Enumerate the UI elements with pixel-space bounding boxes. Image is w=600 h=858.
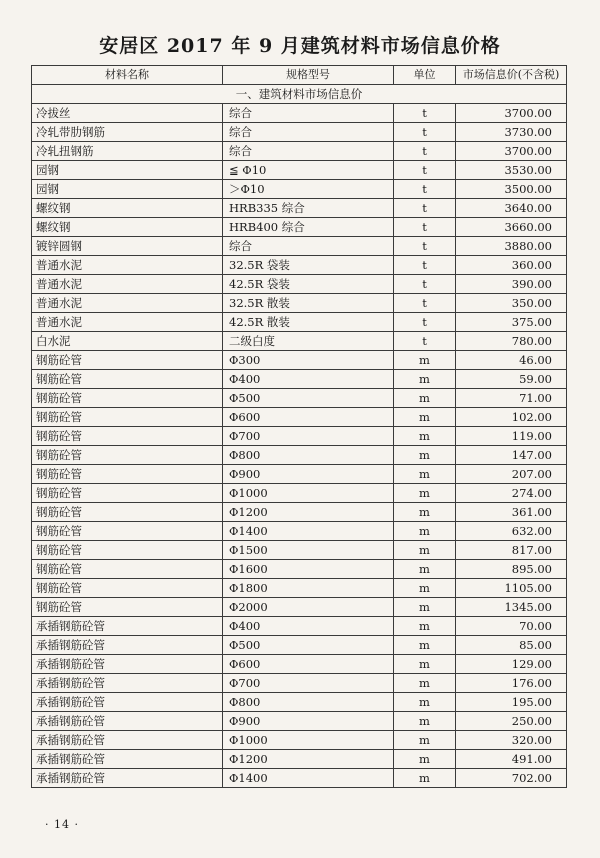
unit-cell: m [394,389,456,408]
table-row [32,617,567,636]
material-name-cell: 承插钢筋砼管 [32,655,223,674]
unit-cell: m [394,731,456,750]
spec-cell: Φ900 [223,465,394,484]
spec-cell: Φ1500 [223,541,394,560]
price-cell: 491.00 [456,750,567,769]
unit-cell: m [394,693,456,712]
unit-cell: m [394,636,456,655]
price-cell: 3700.00 [456,104,567,123]
spec-cell: Φ800 [223,446,394,465]
spec-cell: 32.5R 袋装 [223,256,394,275]
spec-cell: HRB335 综合 [223,199,394,218]
material-name-cell: 冷轧扭钢筋 [32,142,223,161]
spec-cell: Φ700 [223,427,394,446]
unit-cell: m [394,769,456,788]
unit-cell: m [394,484,456,503]
material-name-cell: 白水泥 [32,332,223,351]
unit-cell: m [394,351,456,370]
unit-cell: m [394,598,456,617]
price-cell: 3700.00 [456,142,567,161]
spec-cell: Φ500 [223,636,394,655]
spec-cell: Φ2000 [223,598,394,617]
material-name-cell: 钢筋砼管 [32,446,223,465]
spec-cell: Φ300 [223,351,394,370]
section-row [32,85,567,104]
material-name-cell: 螺纹钢 [32,199,223,218]
price-cell: 390.00 [456,275,567,294]
unit-cell: t [394,294,456,313]
price-cell: 320.00 [456,731,567,750]
price-table-container [31,65,566,788]
price-cell: 195.00 [456,693,567,712]
spec-cell: ≦ Φ10 [223,161,394,180]
spec-cell: HRB400 综合 [223,218,394,237]
price-cell: 102.00 [456,408,567,427]
spec-cell: 综合 [223,104,394,123]
unit-cell: m [394,522,456,541]
unit-cell: m [394,655,456,674]
spec-cell: Φ600 [223,655,394,674]
table-row [32,370,567,389]
price-cell: 3640.00 [456,199,567,218]
table-row [32,313,567,332]
table-row [32,484,567,503]
material-name-cell: 冷轧带肋钢筋 [32,123,223,142]
table-row [32,427,567,446]
price-cell: 375.00 [456,313,567,332]
table-row [32,655,567,674]
table-body [32,85,567,788]
price-cell: 361.00 [456,503,567,522]
table-row [32,275,567,294]
material-name-cell: 钢筋砼管 [32,408,223,427]
price-cell: 780.00 [456,332,567,351]
table-row [32,256,567,275]
price-cell: 207.00 [456,465,567,484]
table-row [32,503,567,522]
price-cell: 3500.00 [456,180,567,199]
material-name-cell: 冷拔丝 [32,104,223,123]
spec-cell: 综合 [223,237,394,256]
unit-cell: m [394,674,456,693]
spec-cell: 32.5R 散装 [223,294,394,313]
spec-cell: 42.5R 散装 [223,313,394,332]
price-cell: 46.00 [456,351,567,370]
price-cell: 59.00 [456,370,567,389]
page-number: · 14 · [45,818,79,831]
price-cell: 1105.00 [456,579,567,598]
table-row [32,674,567,693]
table-row [32,522,567,541]
unit-cell: t [394,123,456,142]
material-name-cell: 承插钢筋砼管 [32,750,223,769]
material-name-cell: 承插钢筋砼管 [32,769,223,788]
material-name-cell: 钢筋砼管 [32,560,223,579]
unit-cell: t [394,275,456,294]
price-cell: 85.00 [456,636,567,655]
header-material-name: 材料名称 [32,66,223,85]
section-title: 一、建筑材料市场信息价 [32,85,567,104]
table-row [32,636,567,655]
unit-cell: t [394,142,456,161]
unit-cell: t [394,161,456,180]
spec-cell: Φ1200 [223,503,394,522]
unit-cell: m [394,427,456,446]
table-row [32,598,567,617]
price-cell: 71.00 [456,389,567,408]
unit-cell: m [394,465,456,484]
table-header-row [32,66,567,85]
table-row [32,465,567,484]
material-name-cell: 钢筋砼管 [32,503,223,522]
price-cell: 3530.00 [456,161,567,180]
spec-cell: Φ400 [223,370,394,389]
spec-cell: Φ1600 [223,560,394,579]
table-row [32,560,567,579]
material-name-cell: 钢筋砼管 [32,389,223,408]
unit-cell: m [394,617,456,636]
table-row [32,579,567,598]
price-cell: 147.00 [456,446,567,465]
spec-cell: 综合 [223,123,394,142]
table-row [32,142,567,161]
unit-cell: t [394,332,456,351]
material-name-cell: 钢筋砼管 [32,579,223,598]
spec-cell: Φ800 [223,693,394,712]
header-price: 市场信息价(不含税) [456,66,567,85]
material-name-cell: 钢筋砼管 [32,351,223,370]
spec-cell: Φ400 [223,617,394,636]
material-name-cell: 钢筋砼管 [32,370,223,389]
material-name-cell: 镀锌圆钢 [32,237,223,256]
material-name-cell: 承插钢筋砼管 [32,636,223,655]
material-name-cell: 钢筋砼管 [32,465,223,484]
material-name-cell: 螺纹钢 [32,218,223,237]
unit-cell: m [394,579,456,598]
spec-cell: Φ1400 [223,769,394,788]
material-name-cell: 园钢 [32,180,223,199]
material-name-cell: 承插钢筋砼管 [32,693,223,712]
price-cell: 1345.00 [456,598,567,617]
spec-cell: 42.5R 袋装 [223,275,394,294]
price-cell: 176.00 [456,674,567,693]
material-name-cell: 承插钢筋砼管 [32,731,223,750]
unit-cell: t [394,256,456,275]
spec-cell: Φ1000 [223,484,394,503]
unit-cell: m [394,750,456,769]
price-cell: 632.00 [456,522,567,541]
price-cell: 250.00 [456,712,567,731]
price-cell: 274.00 [456,484,567,503]
table-row [32,104,567,123]
unit-cell: m [394,370,456,389]
price-cell: 817.00 [456,541,567,560]
material-name-cell: 普通水泥 [32,313,223,332]
table-row [32,769,567,788]
page-title: 安居区 2017 年 9 月建筑材料市场信息价格 [99,35,501,57]
unit-cell: t [394,313,456,332]
spec-cell: Φ1400 [223,522,394,541]
material-name-cell: 承插钢筋砼管 [32,617,223,636]
spec-cell: Φ1200 [223,750,394,769]
table-row [32,218,567,237]
material-name-cell: 钢筋砼管 [32,484,223,503]
spec-cell: Φ700 [223,674,394,693]
table-row [32,332,567,351]
unit-cell: m [394,446,456,465]
unit-cell: m [394,560,456,579]
unit-cell: m [394,503,456,522]
spec-cell: 二级白度 [223,332,394,351]
spec-cell: Φ1000 [223,731,394,750]
material-name-cell: 园钢 [32,161,223,180]
material-name-cell: 钢筋砼管 [32,522,223,541]
unit-cell: m [394,541,456,560]
table-row [32,294,567,313]
unit-cell: t [394,237,456,256]
unit-cell: m [394,712,456,731]
material-name-cell: 普通水泥 [32,256,223,275]
price-cell: 360.00 [456,256,567,275]
material-name-cell: 承插钢筋砼管 [32,674,223,693]
header-spec: 规格型号 [223,66,394,85]
material-name-cell: 钢筋砼管 [32,427,223,446]
table-row [32,693,567,712]
unit-cell: m [394,408,456,427]
price-table [31,65,567,788]
table-row [32,237,567,256]
table-row [32,731,567,750]
table-row [32,389,567,408]
table-row [32,541,567,560]
material-name-cell: 钢筋砼管 [32,541,223,560]
price-cell: 119.00 [456,427,567,446]
header-unit: 单位 [394,66,456,85]
unit-cell: t [394,199,456,218]
spec-cell: Φ500 [223,389,394,408]
table-row [32,408,567,427]
material-name-cell: 普通水泥 [32,275,223,294]
table-row [32,712,567,731]
unit-cell: t [394,180,456,199]
material-name-cell: 普通水泥 [32,294,223,313]
price-cell: 350.00 [456,294,567,313]
table-row [32,750,567,769]
spec-cell: ＞Φ10 [223,180,394,199]
table-row [32,123,567,142]
price-cell: 3880.00 [456,237,567,256]
material-name-cell: 承插钢筋砼管 [32,712,223,731]
spec-cell: Φ600 [223,408,394,427]
table-row [32,161,567,180]
price-cell: 895.00 [456,560,567,579]
price-cell: 129.00 [456,655,567,674]
spec-cell: Φ900 [223,712,394,731]
unit-cell: t [394,218,456,237]
price-cell: 3730.00 [456,123,567,142]
spec-cell: Φ1800 [223,579,394,598]
table-row [32,180,567,199]
spec-cell: 综合 [223,142,394,161]
unit-cell: t [394,104,456,123]
table-row [32,351,567,370]
price-cell: 702.00 [456,769,567,788]
price-cell: 70.00 [456,617,567,636]
table-row [32,446,567,465]
material-name-cell: 钢筋砼管 [32,598,223,617]
price-cell: 3660.00 [456,218,567,237]
table-row [32,199,567,218]
